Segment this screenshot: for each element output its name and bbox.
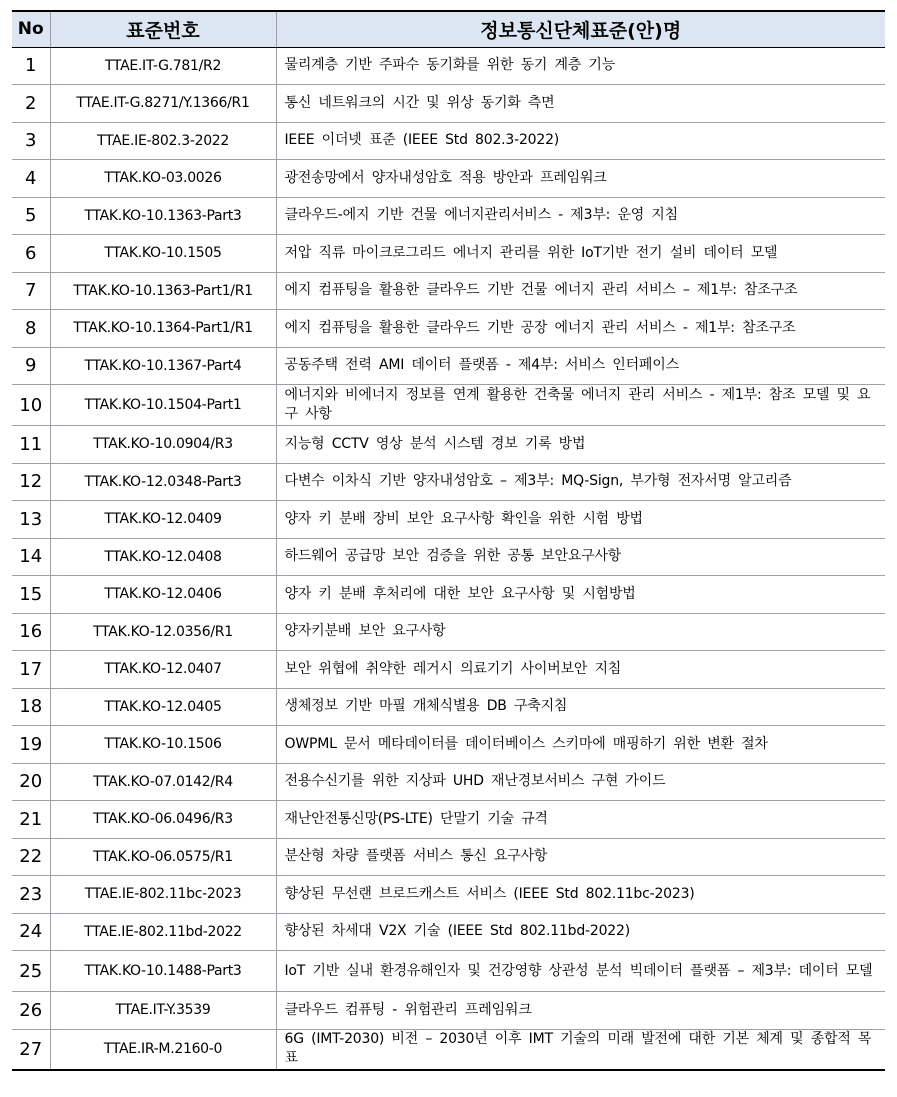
table-header [12, 11, 885, 47]
standard-name-cell: 물리계층 기반 주파수 동기화를 위한 동기 계층 기능 [276, 47, 885, 85]
row-number-cell: 20 [12, 763, 50, 801]
standard-name-cell: 공동주택 전력 AMI 데이터 플랫폼 - 제4부: 서비스 인터페이스 [276, 347, 885, 385]
standard-number-cell: TTAE.IR-M.2160-0 [50, 1029, 276, 1070]
row-number-cell: 4 [12, 160, 50, 198]
row-number-cell: 17 [12, 651, 50, 689]
row-number-cell: 16 [12, 613, 50, 651]
standard-name-cell: 향상된 무선랜 브로드캐스트 서비스 (IEEE Std 802.11bc-2023) [276, 876, 885, 914]
standard-name-cell: 광전송망에서 양자내성암호 적용 방안과 프레임워크 [276, 160, 885, 198]
standard-name-cell: 하드웨어 공급망 보안 검증을 위한 공통 보안요구사항 [276, 538, 885, 576]
standard-name-cell: 에지 컴퓨팅을 활용한 클라우드 기반 공장 에너지 관리 서비스 - 제1부: 참조구조 [276, 310, 885, 348]
standard-number-cell: TTAK.KO-12.0356/R1 [50, 613, 276, 651]
table-row [12, 501, 885, 539]
standard-number-cell: TTAK.KO-10.1367-Part4 [50, 347, 276, 385]
row-number-cell: 23 [12, 876, 50, 914]
row-number-cell: 26 [12, 992, 50, 1030]
table-row [12, 613, 885, 651]
standard-name-cell: 에너지와 비에너지 정보를 연계 활용한 건축물 에너지 관리 서비스 - 제1부: 참조 모델 및 요구 사항 [276, 385, 885, 426]
table-row [12, 197, 885, 235]
standard-name-cell: 양자키분배 보안 요구사항 [276, 613, 885, 651]
standard-number-cell: TTAK.KO-10.0904/R3 [50, 426, 276, 464]
standard-name-cell: 6G (IMT-2030) 비전 – 2030년 이후 IMT 기술의 미래 발전에 대한 기본 체계 및 종합적 목표 [276, 1029, 885, 1070]
row-number-cell: 11 [12, 426, 50, 464]
standard-name-cell: 다변수 이차식 기반 양자내성암호 – 제3부: MQ-Sign, 부가형 전자서명 알고리즘 [276, 463, 885, 501]
standard-number-cell: TTAK.KO-03.0026 [50, 160, 276, 198]
row-number-cell: 2 [12, 85, 50, 123]
table-row [12, 688, 885, 726]
table-row [12, 951, 885, 992]
table-row [12, 801, 885, 839]
standards-table-container [12, 10, 885, 1071]
standard-number-cell: TTAK.KO-12.0406 [50, 576, 276, 614]
header-no: No [12, 11, 50, 47]
row-number-cell: 13 [12, 501, 50, 539]
standard-name-cell: 보안 위협에 취약한 레거시 의료기기 사이버보안 지침 [276, 651, 885, 689]
standard-number-cell: TTAK.KO-12.0348-Part3 [50, 463, 276, 501]
row-number-cell: 15 [12, 576, 50, 614]
row-number-cell: 12 [12, 463, 50, 501]
standard-name-cell: IEEE 이더넷 표준 (IEEE Std 802.3-2022) [276, 122, 885, 160]
standard-number-cell: TTAK.KO-12.0408 [50, 538, 276, 576]
table-row [12, 876, 885, 914]
standard-name-cell: 분산형 차량 플랫폼 서비스 통신 요구사항 [276, 838, 885, 876]
table-row [12, 463, 885, 501]
table-row [12, 235, 885, 273]
table-row [12, 651, 885, 689]
standard-number-cell: TTAK.KO-10.1506 [50, 726, 276, 764]
standards-table [12, 10, 885, 1071]
row-number-cell: 3 [12, 122, 50, 160]
standard-name-cell: 통신 네트워크의 시간 및 위상 동기화 측면 [276, 85, 885, 123]
table-row [12, 385, 885, 426]
standard-name-cell: 클라우드 컴퓨팅 - 위험관리 프레임워크 [276, 992, 885, 1030]
row-number-cell: 24 [12, 913, 50, 951]
standard-name-cell: 클라우드-에지 기반 건물 에너지관리서비스 - 제3부: 운영 지침 [276, 197, 885, 235]
row-number-cell: 10 [12, 385, 50, 426]
row-number-cell: 18 [12, 688, 50, 726]
table-row [12, 576, 885, 614]
header-standard-number: 표준번호 [50, 11, 276, 47]
row-number-cell: 21 [12, 801, 50, 839]
table-row [12, 347, 885, 385]
row-number-cell: 25 [12, 951, 50, 992]
standard-name-cell: 에지 컴퓨팅을 활용한 클라우드 기반 건물 에너지 관리 서비스 – 제1부: 참조구조 [276, 272, 885, 310]
standard-number-cell: TTAK.KO-10.1364-Part1/R1 [50, 310, 276, 348]
row-number-cell: 1 [12, 47, 50, 85]
table-body [12, 47, 885, 1070]
standard-number-cell: TTAE.IT-Y.3539 [50, 992, 276, 1030]
table-row [12, 726, 885, 764]
standard-number-cell: TTAK.KO-07.0142/R4 [50, 763, 276, 801]
standard-name-cell: 저압 직류 마이크로그리드 에너지 관리를 위한 IoT기반 전기 설비 데이터 모델 [276, 235, 885, 273]
standard-number-cell: TTAK.KO-12.0405 [50, 688, 276, 726]
table-row [12, 538, 885, 576]
standard-number-cell: TTAK.KO-10.1504-Part1 [50, 385, 276, 426]
header-row [12, 11, 885, 47]
standard-number-cell: TTAK.KO-10.1505 [50, 235, 276, 273]
standard-number-cell: TTAK.KO-10.1488-Part3 [50, 951, 276, 992]
table-row [12, 992, 885, 1030]
table-row [12, 272, 885, 310]
standard-name-cell: 양자 키 분배 장비 보안 요구사항 확인을 위한 시험 방법 [276, 501, 885, 539]
standard-number-cell: TTAK.KO-10.1363-Part1/R1 [50, 272, 276, 310]
table-row [12, 160, 885, 198]
row-number-cell: 6 [12, 235, 50, 273]
header-standard-name: 정보통신단체표준(안)명 [276, 11, 885, 47]
table-row [12, 85, 885, 123]
standard-name-cell: 양자 키 분배 후처리에 대한 보안 요구사항 및 시험방법 [276, 576, 885, 614]
standard-name-cell: OWPML 문서 메타데이터를 데이터베이스 스키마에 매핑하기 위한 변환 절차 [276, 726, 885, 764]
table-row [12, 426, 885, 464]
standard-name-cell: 지능형 CCTV 영상 분석 시스템 경보 기록 방법 [276, 426, 885, 464]
standard-number-cell: TTAK.KO-12.0409 [50, 501, 276, 539]
standard-name-cell: 재난안전통신망(PS-LTE) 단말기 기술 규격 [276, 801, 885, 839]
standard-number-cell: TTAE.IT-G.781/R2 [50, 47, 276, 85]
row-number-cell: 7 [12, 272, 50, 310]
table-row [12, 913, 885, 951]
standard-number-cell: TTAK.KO-10.1363-Part3 [50, 197, 276, 235]
standard-name-cell: 전용수신기를 위한 지상파 UHD 재난경보서비스 구현 가이드 [276, 763, 885, 801]
table-row [12, 122, 885, 160]
row-number-cell: 9 [12, 347, 50, 385]
standard-number-cell: TTAE.IE-802.11bd-2022 [50, 913, 276, 951]
table-row [12, 47, 885, 85]
standard-number-cell: TTAK.KO-06.0496/R3 [50, 801, 276, 839]
standard-number-cell: TTAE.IE-802.3-2022 [50, 122, 276, 160]
table-row [12, 1029, 885, 1070]
row-number-cell: 19 [12, 726, 50, 764]
table-row [12, 310, 885, 348]
row-number-cell: 5 [12, 197, 50, 235]
row-number-cell: 8 [12, 310, 50, 348]
row-number-cell: 27 [12, 1029, 50, 1070]
standard-number-cell: TTAE.IE-802.11bc-2023 [50, 876, 276, 914]
table-row [12, 763, 885, 801]
row-number-cell: 22 [12, 838, 50, 876]
standard-name-cell: 생체정보 기반 마필 개체식별용 DB 구축지침 [276, 688, 885, 726]
table-row [12, 838, 885, 876]
standard-number-cell: TTAK.KO-06.0575/R1 [50, 838, 276, 876]
row-number-cell: 14 [12, 538, 50, 576]
standard-name-cell: 향상된 차세대 V2X 기술 (IEEE Std 802.11bd-2022) [276, 913, 885, 951]
standard-number-cell: TTAK.KO-12.0407 [50, 651, 276, 689]
standard-name-cell: IoT 기반 실내 환경유해인자 및 건강영향 상관성 분석 빅데이터 플랫폼 – 제3부: 데이터 모델 [276, 951, 885, 992]
standard-number-cell: TTAE.IT-G.8271/Y.1366/R1 [50, 85, 276, 123]
